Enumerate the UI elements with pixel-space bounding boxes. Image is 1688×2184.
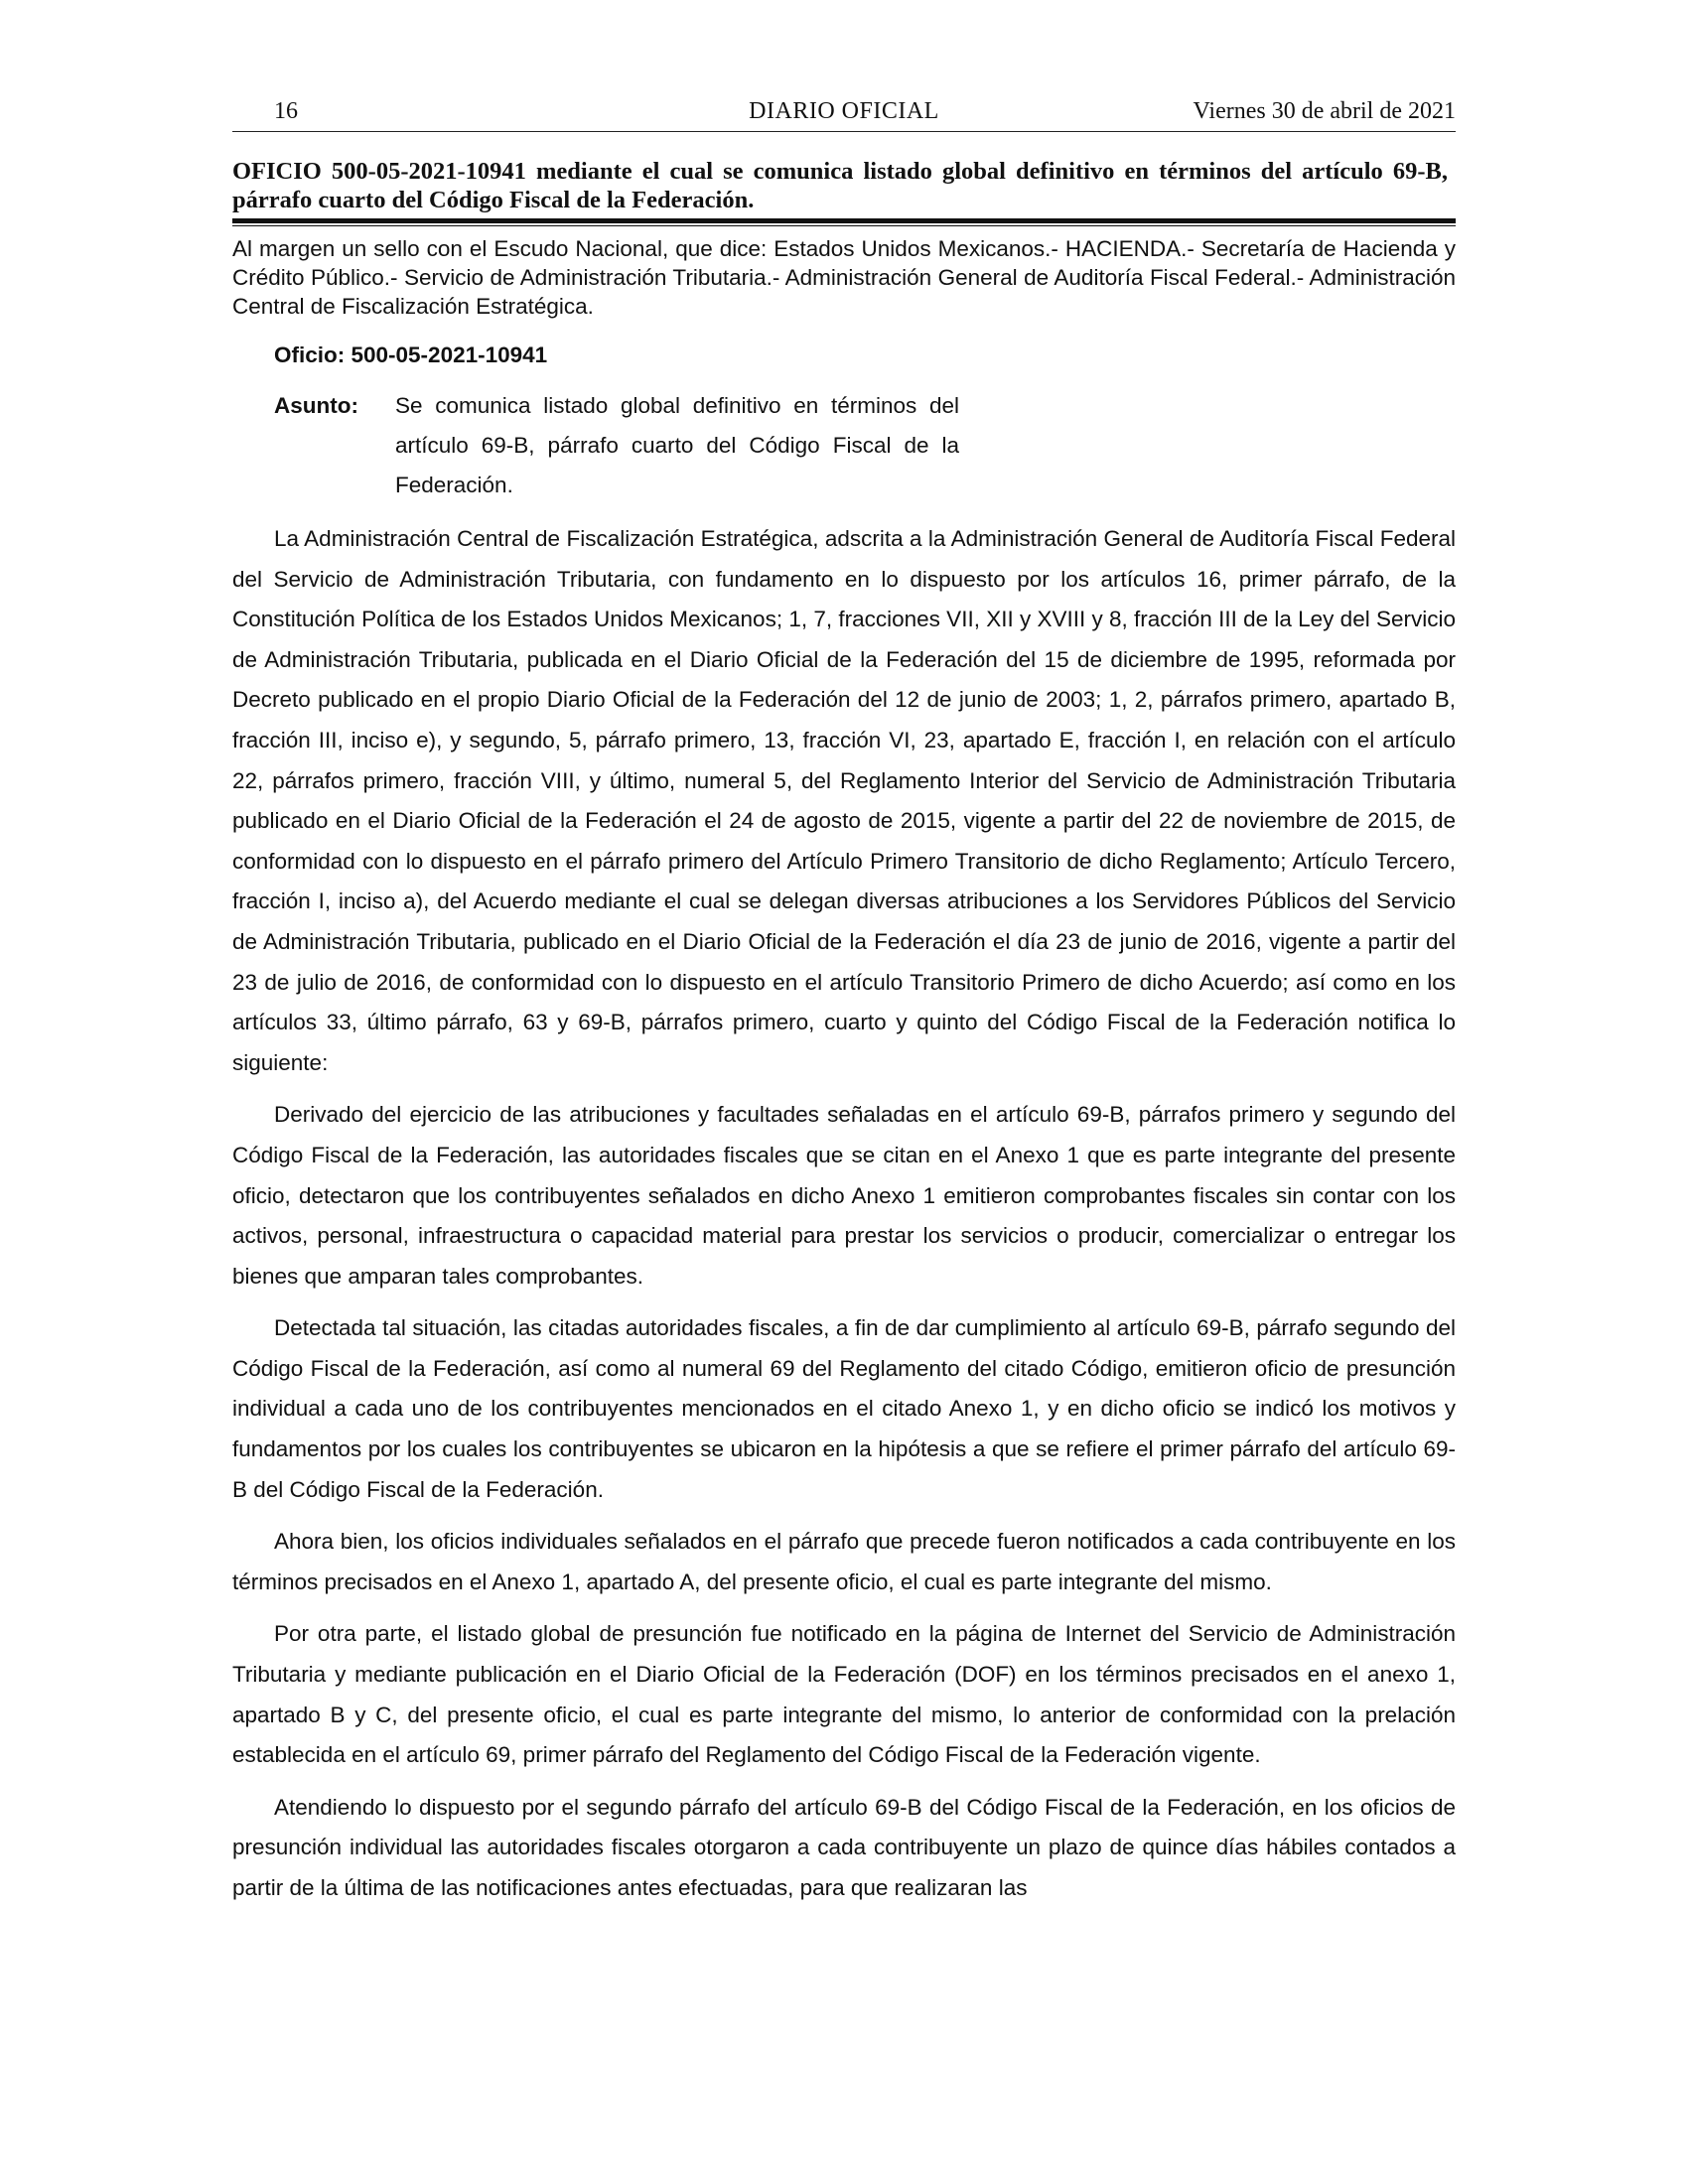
body-paragraph-5: Por otra parte, el listado global de presunción fue notificado en la página de Internet del Servicio de Administración Tributaria y mediante publicación en el Diario Oficial de la Federación (DOF) en los términos precisados en el anexo 1, apartado B y C, del presente oficio, el cual es parte integrante del mismo, lo anterior de conformidad con la prelación establecida en el artículo 69, primer párrafo del Reglamento del Código Fiscal de la Federación vigente.: [232, 1621, 1456, 1768]
asunto-label: Asunto:: [274, 393, 358, 418]
running-header: [232, 91, 1456, 131]
publication-date: Viernes 30 de abril de 2021: [1193, 98, 1456, 124]
page-number: 16: [274, 98, 298, 124]
publication-name: DIARIO OFICIAL: [749, 98, 939, 124]
body-paragraph-1: La Administración Central de Fiscalización Estratégica, adscrita a la Administración General de Auditoría Fiscal Federal del Servicio de Administración Tributaria, con fundamento en lo dispuesto por los artículos 16, primer párrafo, de la Constitución Política de los Estados Unidos Mexicanos; 1, 7, fracciones VII, XII y XVIII y 8, fracción III de la Ley del Servicio de Administración Tributaria, publicada en el Diario Oficial de la Federación del 15 de diciembre de 1995, reformada por Decreto publicado en el propio Diario Oficial de la Federación del 12 de junio de 2003; 1, 2, párrafos primero, apartado B, fracción III, inciso e), y segundo, 5, párrafo primero, 13, fracción VI, 23, apartado E, fracción I, en relación con el artículo 22, párrafos primero, fracción VIII, y último, numeral 5, del Reglamento Interior del Servicio de Administración Tributaria publicado en el Diario Oficial de la Federación el 24 de agosto de 2015, vigente a partir del 22 de noviembre de 2015, de conformidad con lo dispuesto en el párrafo primero del Artículo Primero Transitorio de dicho Reglamento; Artículo Tercero, fracción I, inciso a), del Acuerdo mediante el cual se delegan diversas atribuciones a los Servidores Públicos del Servicio de Administración Tributaria, publicado en el Diario Oficial de la Federación el día 23 de junio de 2016, vigente a partir del 23 de julio de 2016, de conformidad con lo dispuesto en el artículo Transitorio Primero de dicho Acuerdo; así como en los artículos 33, último párrafo, 63 y 69-B, párrafos primero, cuarto y quinto del Código Fiscal de la Federación notifica lo siguiente:: [232, 526, 1456, 1075]
document-page: [232, 91, 1456, 1909]
body-paragraph-2: Derivado del ejercicio de las atribuciones y facultades señaladas en el artículo 69-B, párrafos primero y segundo del Código Fiscal de la Federación, las autoridades fiscales que se citan en el Anexo 1 que es parte integrante del presente oficio, detectaron que los contribuyentes señalados en dicho Anexo 1 emitieron comprobantes fiscales sin contar con los activos, personal, infraestructura o capacidad material para prestar los servicios o producir, comercializar o entregar los bienes que amparan tales comprobantes.: [232, 1102, 1456, 1289]
asunto-text: Se comunica listado global definitivo en términos del artículo 69-B, párrafo cuarto del Código Fiscal de la Federación.: [395, 393, 959, 497]
body-paragraph-3: Detectada tal situación, las citadas autoridades fiscales, a fin de dar cumplimiento al artículo 69-B, párrafo segundo del Código Fiscal de la Federación, así como al numeral 69 del Reglamento del citado Código, emitieron oficio de presunción individual a cada uno de los contribuyentes mencionados en el citado Anexo 1, y en dicho oficio se indicó los motivos y fundamentos por los cuales los contribuyentes se ubicaron en la hipótesis a que se refiere el primer párrafo del artículo 69-B del Código Fiscal de la Federación.: [232, 1315, 1456, 1502]
asunto-block: [232, 386, 1456, 505]
header-rule: [232, 131, 1456, 132]
title-divider: [232, 218, 1456, 226]
body-paragraph-6: Atendiendo lo dispuesto por el segundo párrafo del artículo 69-B del Código Fiscal de la Federación, en los oficios de presunción individual las autoridades fiscales otorgaron a cada contribuyente un plazo de quince días hábiles contados a partir de la última de las notificaciones antes efectuadas, para que realizaran las: [232, 1794, 1456, 1900]
oficio-number: Oficio: 500-05-2021-10941: [274, 342, 548, 367]
seal-note: Al margen un sello con el Escudo Nacional, que dice: Estados Unidos Mexicanos.- HACIENDA.- Secretaría de Hacienda y Crédito Público.- Servicio de Administración Tributaria.- Administración General de Auditoría Fiscal Federal.- Administración Central de Fiscalización Estratégica.: [232, 236, 1456, 319]
body-paragraph-4: Ahora bien, los oficios individuales señalados en el párrafo que precede fueron notificados a cada contribuyente en los términos precisados en el Anexo 1, apartado A, del presente oficio, el cual es parte integrante del mismo.: [232, 1529, 1456, 1594]
document-title: OFICIO 500-05-2021-10941 mediante el cual se comunica listado global definitivo en términos del artículo 69-B, párrafo cuarto del Código Fiscal de la Federación.: [232, 158, 1448, 213]
